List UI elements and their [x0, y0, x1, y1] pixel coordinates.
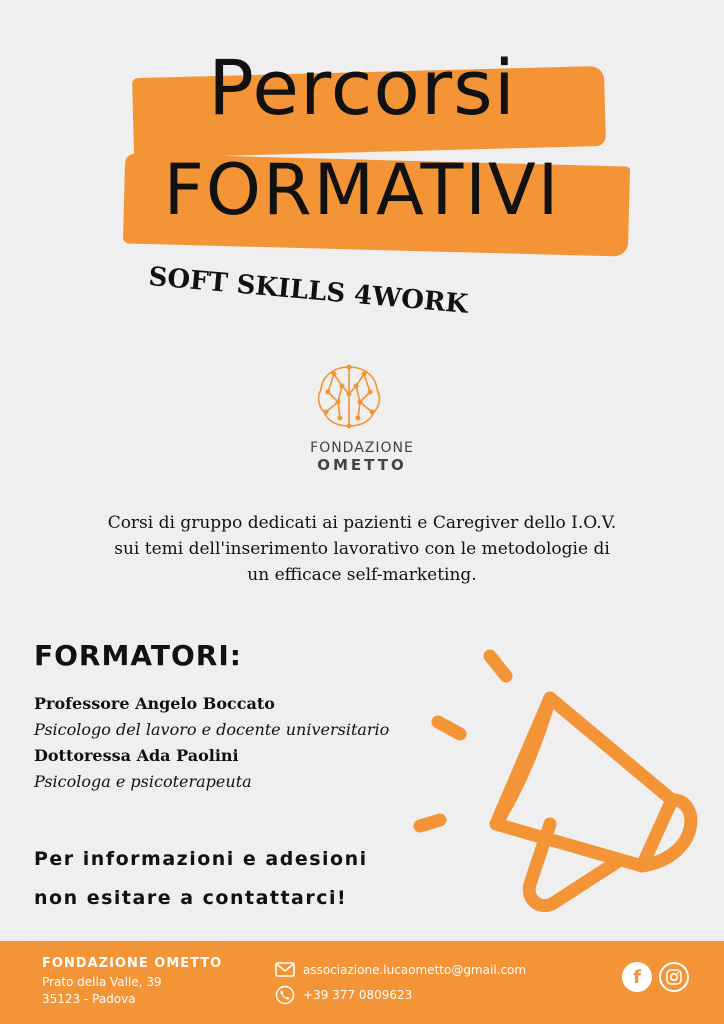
title-line-1: Percorsi	[208, 43, 516, 132]
footer-address-street: Prato della Valle, 39	[42, 975, 162, 989]
instagram-icon[interactable]	[659, 962, 689, 992]
intro-paragraph	[72, 510, 652, 588]
cta-line-2: non esitare a contattarci!	[34, 887, 348, 909]
trainer-2-name: Dottoressa Ada Paolini	[34, 746, 239, 765]
trainer-1-name: Professore Angelo Boccato	[34, 694, 275, 713]
footer	[0, 941, 724, 1024]
mail-icon	[275, 962, 295, 977]
intro-line: sui temi dell'inserimento lavorativo con le metodologie di	[114, 539, 610, 559]
title-line-2: FORMATIVI	[163, 149, 561, 231]
megaphone-icon	[410, 648, 710, 933]
brain-network-icon	[314, 362, 384, 432]
footer-phone[interactable]: +39 377 0809623	[303, 988, 413, 1002]
footer-address-city: 35123 - Padova	[42, 992, 136, 1006]
subtitle: SOFT SKILLS 4WORK	[147, 262, 470, 320]
logo-text-fondazione: FONDAZIONE	[310, 440, 414, 456]
footer-phone-row	[275, 985, 412, 1005]
phone-icon	[275, 985, 295, 1005]
footer-org-name: FONDAZIONE OMETTO	[42, 956, 223, 971]
intro-line: Corsi di gruppo dedicati ai pazienti e Caregiver dello I.O.V.	[107, 513, 617, 533]
logo-text-ometto: OMETTO	[317, 456, 407, 474]
trainer-1-role: Psicologo del lavoro e docente universitario	[34, 720, 390, 739]
trainer-2-role: Psicologa e psicoterapeuta	[34, 772, 252, 791]
footer-email-row	[275, 962, 526, 977]
cta-line-1: Per informazioni e adesioni	[34, 848, 368, 870]
footer-email[interactable]: associazione.lucaometto@gmail.com	[303, 962, 527, 977]
intro-line: un efficace self-marketing.	[247, 565, 477, 585]
facebook-icon[interactable]: f	[622, 962, 652, 992]
trainers-heading: FORMATORI:	[34, 639, 242, 672]
